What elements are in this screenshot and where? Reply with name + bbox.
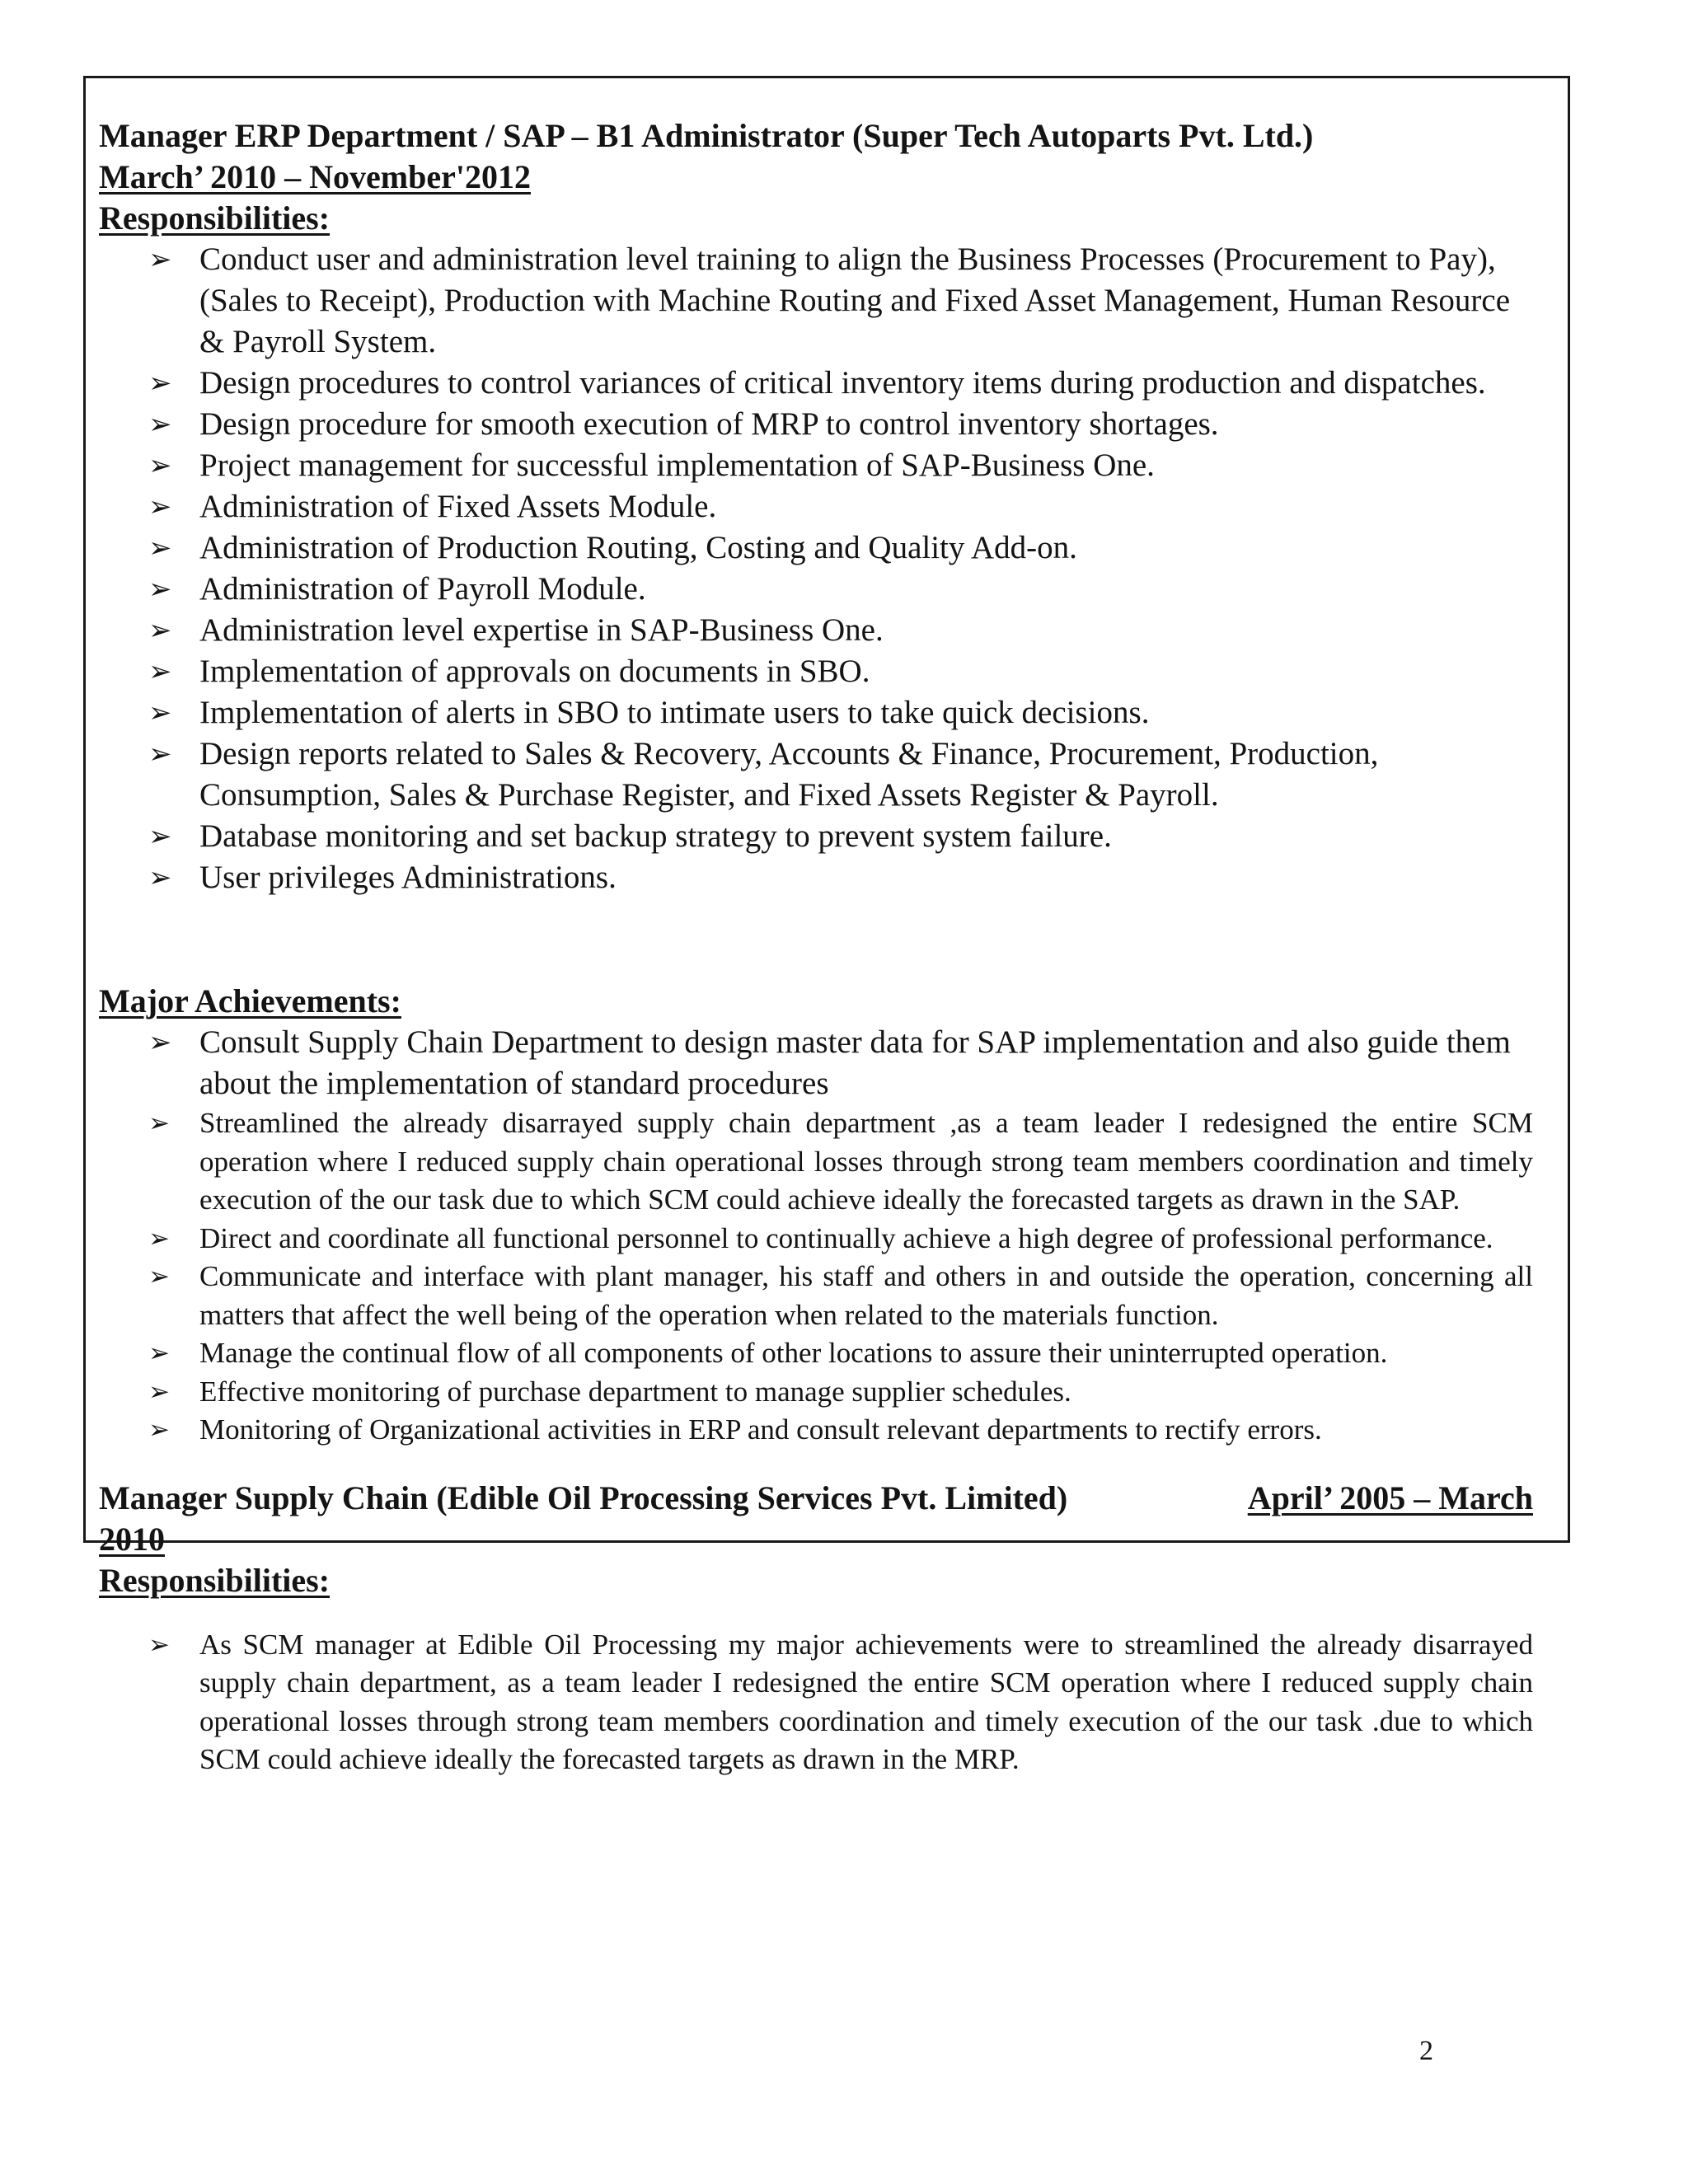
list-item: ➢ Design reports related to Sales & Recovery, Accounts & Finance, Procurement, Production, Consumption, Sales & Purchase Register, and Fixed Assets Register & Payroll. bbox=[99, 733, 1533, 816]
list-item: ➢ Manage the continual flow of all components of other locations to assure their uninterrupted operation. bbox=[99, 1334, 1533, 1373]
page-number: 2 bbox=[1419, 2036, 1433, 2066]
list-item: ➢ Project management for successful implementation of SAP-Business One. bbox=[99, 445, 1533, 486]
job2-responsibilities-list bbox=[99, 1626, 1533, 1779]
arrow-bullet-icon: ➢ bbox=[148, 738, 172, 771]
list-item: ➢ Administration of Fixed Assets Module. bbox=[99, 486, 1533, 527]
list-item: ➢ Consult Supply Chain Department to design master data for SAP implementation and also guide them about the implementation of standard procedures bbox=[99, 1022, 1533, 1104]
arrow-bullet-icon: ➢ bbox=[148, 573, 172, 606]
arrow-bullet-icon: ➢ bbox=[148, 1262, 170, 1291]
list-item: ➢ Database monitoring and set backup strategy to prevent system failure. bbox=[99, 816, 1533, 857]
job1-achievements-heading: Major Achievements: bbox=[99, 982, 401, 1019]
arrow-bullet-icon: ➢ bbox=[148, 1629, 170, 1660]
list-item: ➢ Design procedure for smooth execution of MRP to control inventory shortages. bbox=[99, 404, 1533, 445]
arrow-bullet-icon: ➢ bbox=[148, 820, 172, 853]
arrow-bullet-icon: ➢ bbox=[148, 408, 172, 441]
list-item: ➢ Conduct user and administration level training to align the Business Processes (Procurement to Pay), (Sales to Receipt), Production with Machine Routing and Fixed Asset Management, Human Resource & Payroll System. bbox=[99, 239, 1533, 363]
job1-dates: March’ 2010 – November'2012 bbox=[99, 158, 531, 195]
list-item: ➢ User privileges Administrations. bbox=[99, 857, 1533, 898]
job1-achievements-list bbox=[99, 1104, 1533, 1450]
arrow-bullet-icon: ➢ bbox=[148, 696, 172, 729]
arrow-bullet-icon: ➢ bbox=[148, 1338, 170, 1368]
job1-responsibilities-heading: Responsibilities: bbox=[99, 199, 331, 237]
list-item: ➢ Design procedures to control variances of critical inventory items during production and dispatches. bbox=[99, 363, 1533, 404]
arrow-bullet-icon: ➢ bbox=[148, 655, 172, 688]
resume-content bbox=[99, 115, 1533, 1779]
arrow-bullet-icon: ➢ bbox=[148, 449, 172, 482]
job1-responsibilities-list bbox=[99, 239, 1533, 898]
arrow-bullet-icon: ➢ bbox=[148, 1223, 170, 1254]
arrow-bullet-icon: ➢ bbox=[148, 532, 172, 565]
arrow-bullet-icon: ➢ bbox=[148, 243, 172, 276]
list-item: ➢ Effective monitoring of purchase department to manage supplier schedules. bbox=[99, 1373, 1533, 1412]
list-item: ➢ Administration of Production Routing, Costing and Quality Add-on. bbox=[99, 527, 1533, 569]
list-item: ➢ Implementation of approvals on documents in SBO. bbox=[99, 651, 1533, 692]
arrow-bullet-icon: ➢ bbox=[148, 1026, 172, 1059]
job2-dates: April’ 2005 – March bbox=[1247, 1479, 1533, 1516]
arrow-bullet-icon: ➢ bbox=[148, 1415, 170, 1445]
list-item: ➢ Implementation of alerts in SBO to intimate users to take quick decisions. bbox=[99, 692, 1533, 733]
job2-title: Manager Supply Chain (Edible Oil Processing Services Pvt. Limited) bbox=[99, 1479, 1068, 1516]
job2-title-row bbox=[99, 1478, 1533, 1519]
arrow-bullet-icon: ➢ bbox=[148, 490, 172, 523]
arrow-bullet-icon: ➢ bbox=[148, 367, 172, 400]
job2-dates-continued: 2010 bbox=[99, 1520, 165, 1558]
arrow-bullet-icon: ➢ bbox=[148, 614, 172, 647]
arrow-bullet-icon: ➢ bbox=[148, 861, 172, 894]
list-item: ➢ Streamlined the already disarrayed supply chain department ,as a team leader I redesigned the entire SCM operation where I reduced supply chain operational losses through strong team members coordination and timely execution of the our task due to which SCM could achieve ideally the forecasted targets as drawn in the SAP. bbox=[99, 1104, 1533, 1220]
list-item: ➢ As SCM manager at Edible Oil Processing my major achievements were to streamlined the already disarrayed supply chain department, as a team leader I redesigned the entire SCM operation where I reduced supply chain operational losses through strong team members coordination and timely execution of the our task .due to which SCM could achieve ideally the forecasted targets as drawn in the MRP. bbox=[99, 1626, 1533, 1779]
arrow-bullet-icon: ➢ bbox=[148, 1108, 170, 1138]
job1-title: Manager ERP Department / SAP – B1 Administrator (Super Tech Autoparts Pvt. Ltd.) bbox=[99, 117, 1314, 154]
list-item: ➢ Administration of Payroll Module. bbox=[99, 569, 1533, 610]
job2-responsibilities-heading: Responsibilities: bbox=[99, 1561, 331, 1599]
job1-achievement-lead-list bbox=[99, 1022, 1533, 1104]
list-item: ➢ Communicate and interface with plant manager, his staff and others in and outside the operation, concerning all matters that affect the well being of the operation when related to the materials function. bbox=[99, 1258, 1533, 1334]
list-item: ➢ Direct and coordinate all functional personnel to continually achieve a high degree of professional performance. bbox=[99, 1220, 1533, 1258]
arrow-bullet-icon: ➢ bbox=[148, 1376, 170, 1407]
list-item: ➢ Monitoring of Organizational activities in ERP and consult relevant departments to rectify errors. bbox=[99, 1411, 1533, 1450]
list-item: ➢ Administration level expertise in SAP-Business One. bbox=[99, 610, 1533, 651]
